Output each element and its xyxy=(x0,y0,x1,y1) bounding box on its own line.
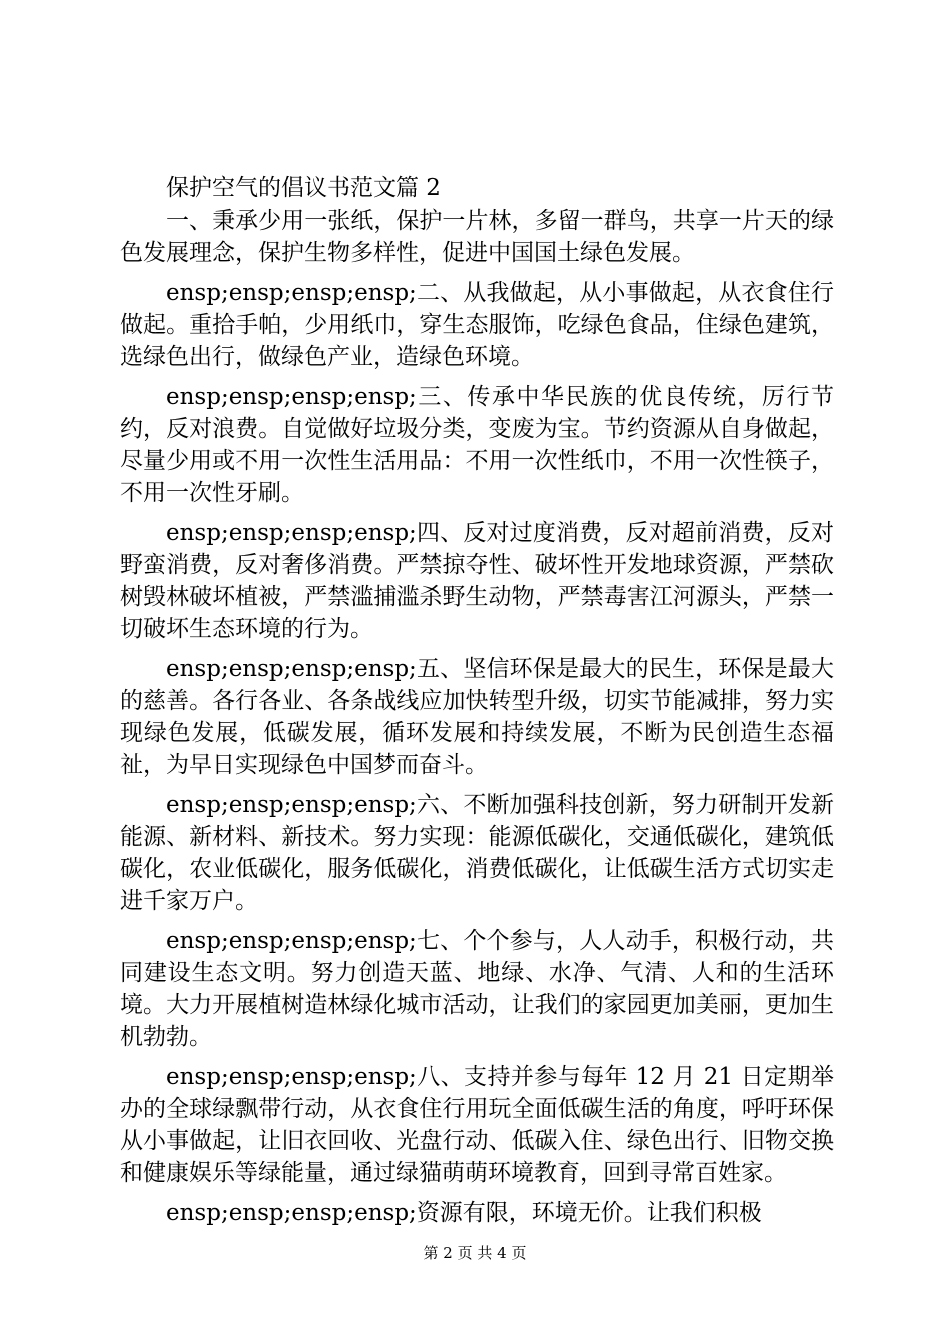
paragraph-1: 一、秉承少用一张纸，保护一片林，多留一群鸟，共享一片天的绿色发展理念，保护生物多样性，促进中国国土绿色发展。 xyxy=(120,208,834,266)
paragraph-6: ensp;ensp;ensp;ensp;六、不断加强科技创新，努力研制开发新能源、新材料、新技术。努力实现：能源低碳化，交通低碳化，建筑低碳化，农业低碳化，服务低碳化，消费低碳化，让低碳生活方式切实走进千家万户。 xyxy=(120,792,834,914)
paragraph-2: ensp;ensp;ensp;ensp;二、从我做起，从小事做起，从衣食住行做起。重拾手帕，少用纸巾，穿生态服饰，吃绿色食品，住绿色建筑，选绿色出行，做绿色产业，造绿色环境。 xyxy=(120,280,834,370)
paragraph-5: ensp;ensp;ensp;ensp;五、坚信环保是最大的民生，环保是最大的慈善。各行各业、各条战线应加快转型升级，切实节能减排，努力实现绿色发展，低碳发展，循环发展和持续发展，不断为民创造生态福祉，为早日实现绿色中国梦而奋斗。 xyxy=(120,656,834,778)
paragraph-7: ensp;ensp;ensp;ensp;七、个个参与，人人动手，积极行动，共同建设生态文明。努力创造天蓝、地绿、水净、气清、人和的生活环境。大力开展植树造林绿化城市活动，让我们的家园更加美丽，更加生机勃勃。 xyxy=(120,928,834,1050)
document-title: 保护空气的倡议书范文篇 2 xyxy=(166,175,441,201)
paragraph-3: ensp;ensp;ensp;ensp;三、传承中华民族的优良传统，厉行节约，反对浪费。自觉做好垃圾分类，变废为宝。节约资源从自身做起，尽量少用或不用一次性生活用品：不用一次性纸巾，不用一次性筷子，不用一次性牙刷。 xyxy=(120,384,834,506)
document-body xyxy=(120,172,834,1237)
paragraph-4: ensp;ensp;ensp;ensp;四、反对过度消费，反对超前消费，反对野蛮消费，反对奢侈消费。严禁掠夺性、破坏性开发地球资源，严禁砍树毁林破坏植被，严禁滥捕滥杀野生动物，严禁毒害江河源头，严禁一切破坏生态环境的行为。 xyxy=(120,520,834,642)
paragraph-9: ensp;ensp;ensp;ensp;资源有限，环境无价。让我们积极 xyxy=(166,1200,762,1226)
paragraph-8: ensp;ensp;ensp;ensp;八、支持并参与每年 12 月 21 日定期举办的全球绿飘带行动，从衣食住行用玩全面低碳生活的角度，呼吁环保从小事做起，让旧衣回收、光盘行动、低碳入住、绿色出行、旧物交换和健康娱乐等绿能量，通过绿猫萌萌环境教育，回到寻常百姓家。 xyxy=(120,1064,834,1186)
page-footer: 第 2 页 共 4 页 xyxy=(423,1244,527,1262)
